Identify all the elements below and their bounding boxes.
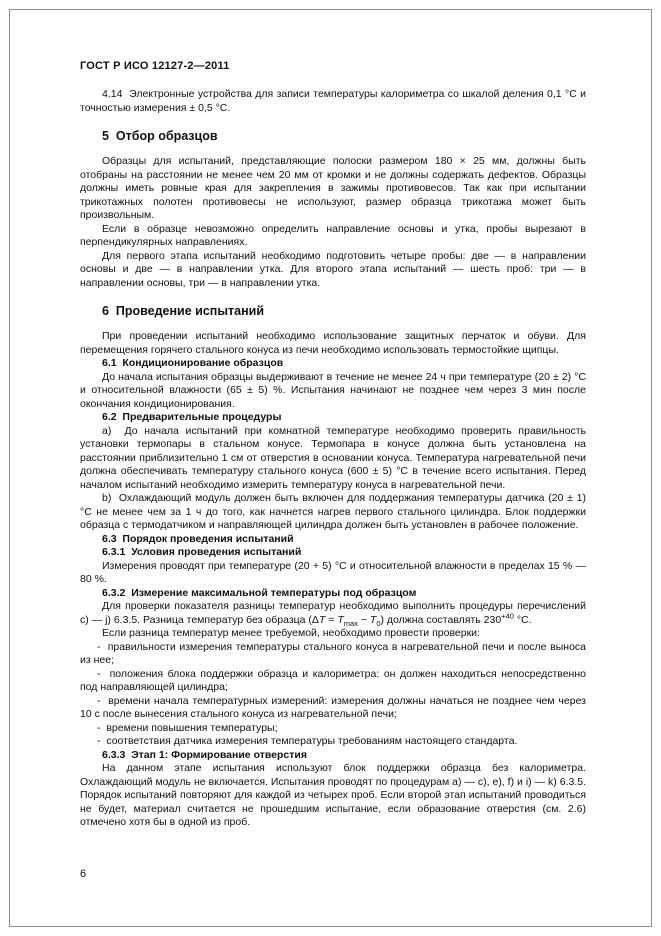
paragraph: Для первого этапа испытаний необходимо подготовить четыре пробы: две — в направлении основы и две — в направлении утка. Для второго этапа испытаний — шесть проб: три — в направлении основы, три — в направлении утка. [80,249,586,289]
subsection-heading: 6.1 Кондиционирование образцов [102,357,284,369]
paragraph: При проведении испытаний необходимо использование защитных перчаток и обуви. Для перемещения горячего стального конуса из печи необходимо использовать термостойкие щипцы. [80,330,586,356]
list-item: - времени начала температурных измерений: измерения должны начаться не позднее чем через 10 с после вынесения стального конуса из нагревательной печи; [80,694,586,720]
subsection-heading: 6.3.3 Этап 1: Формирование отверстия [102,748,307,761]
list-item: - правильности измерения температуры стального конуса в нагревательной печи и после выноса из нее; [80,640,586,666]
section-heading: 6 Проведение испытаний [102,304,265,318]
paragraph: a) До начала испытаний при комнатной температуре необходимо проверить правильность установки термопары в стальном конусе. Термопара в конусе должна быть установлена на расстоянии приблизительно 1 см от отверстия в основании конуса. Температура нагревательной печи должна обеспечивать температуру стального конуса (600 ± 5) °С в течение всего испытания. Перед началом испытаний необходимо измерить температуру конуса в нагревательной печи. [80,424,586,491]
document-page [80,60,586,830]
paragraph: Измерения проводят при температуре (20 + 5) °С и относительной влажности в пределах 15 % — 80 %. [80,559,586,585]
paragraph: До начала испытания образцы выдерживают в течение не менее 24 ч при температуре (20 ± 2) °С и относительной влажности (65 ± 5) %. Испытания начинают не позднее чем через 3 мин после окончания кондиционирования. [80,370,586,410]
list-item: - соответствия датчика измерения температуры требованиям настоящего стандарта. [97,735,518,747]
page-number: 6 [80,868,87,880]
subsection-heading: 6.2 Предварительные процедуры [102,411,282,423]
subsection-heading: 6.3.2 Измерение максимальной температуры под образцом [102,586,417,599]
document-header: ГОСТ Р ИСО 12127-2—2011 [80,60,230,72]
paragraph: Образцы для испытаний, представляющие полоски размером 180 × 25 мм, должны быть отобраны на расстоянии не менее чем 20 мм от кромки и не должны содержать дефектов. Образцы должны иметь ровные края для закрепления в зажимы противовесов. Так как при испытании трикотажных полотен противовесы не используют, размер образца трикотажа может быть произвольным. [80,155,586,221]
paragraph: 4.14 Электронные устройства для записи температуры калориметра со шкалой деления 0,1 °С и точностью измерения ± 0,5 °С. [80,88,586,114]
list-item: - положения блока поддержки образца и калориметра: он должен находиться непосредственно под направляющей цилиндра; [80,667,586,693]
paragraph: Для проверки показателя разницы температур необходимо выполнить процедуры перечислений c) — j) 6.3.5. Разница температур без образца $(\Delta T = T_{max} - T_0)$ должна составлять $230^{+40}$ °С. [80,600,586,628]
page-content [80,88,586,830]
subsection-heading: 6.3.1 Условия проведения испытаний [102,546,302,558]
list-item: - времени повышения температуры; [97,721,278,734]
section-heading: 5 Отбор образцов [102,129,218,143]
paragraph: На данном этапе испытания используют блок поддержки образца без калориметра. Охлаждающий модуль не включается. Испытания проводят по процедурам a) — c), e), f) и i) — k) 6.3.5. Порядок испытаний повторяют для каждой из четырех проб. Если второй этап испытаний проводиться не будет, материал считается не прошедшим испытание, если образование отверстия (см. 2.6) отмечено хотя бы в одной из проб. [80,762,586,828]
paragraph: Если разница температур менее требуемой, необходимо провести проверки: [102,627,480,639]
subsection-heading: 6.3 Порядок проведения испытаний [102,532,294,545]
paragraph: b) Охлаждающий модуль должен быть включен для поддержания температуры датчика (20 ± 1) °С не менее чем за 1 ч до того, как начнется нагрев первого стального цилиндра. Блок поддержки образца с термодатчиком и направляющей цилиндра должен быть установлен в рабочее положение. [80,492,586,531]
paragraph: Если в образце невозможно определить направление основы и утка, пробы вырезают в перпендикулярных направлениях. [80,222,586,248]
